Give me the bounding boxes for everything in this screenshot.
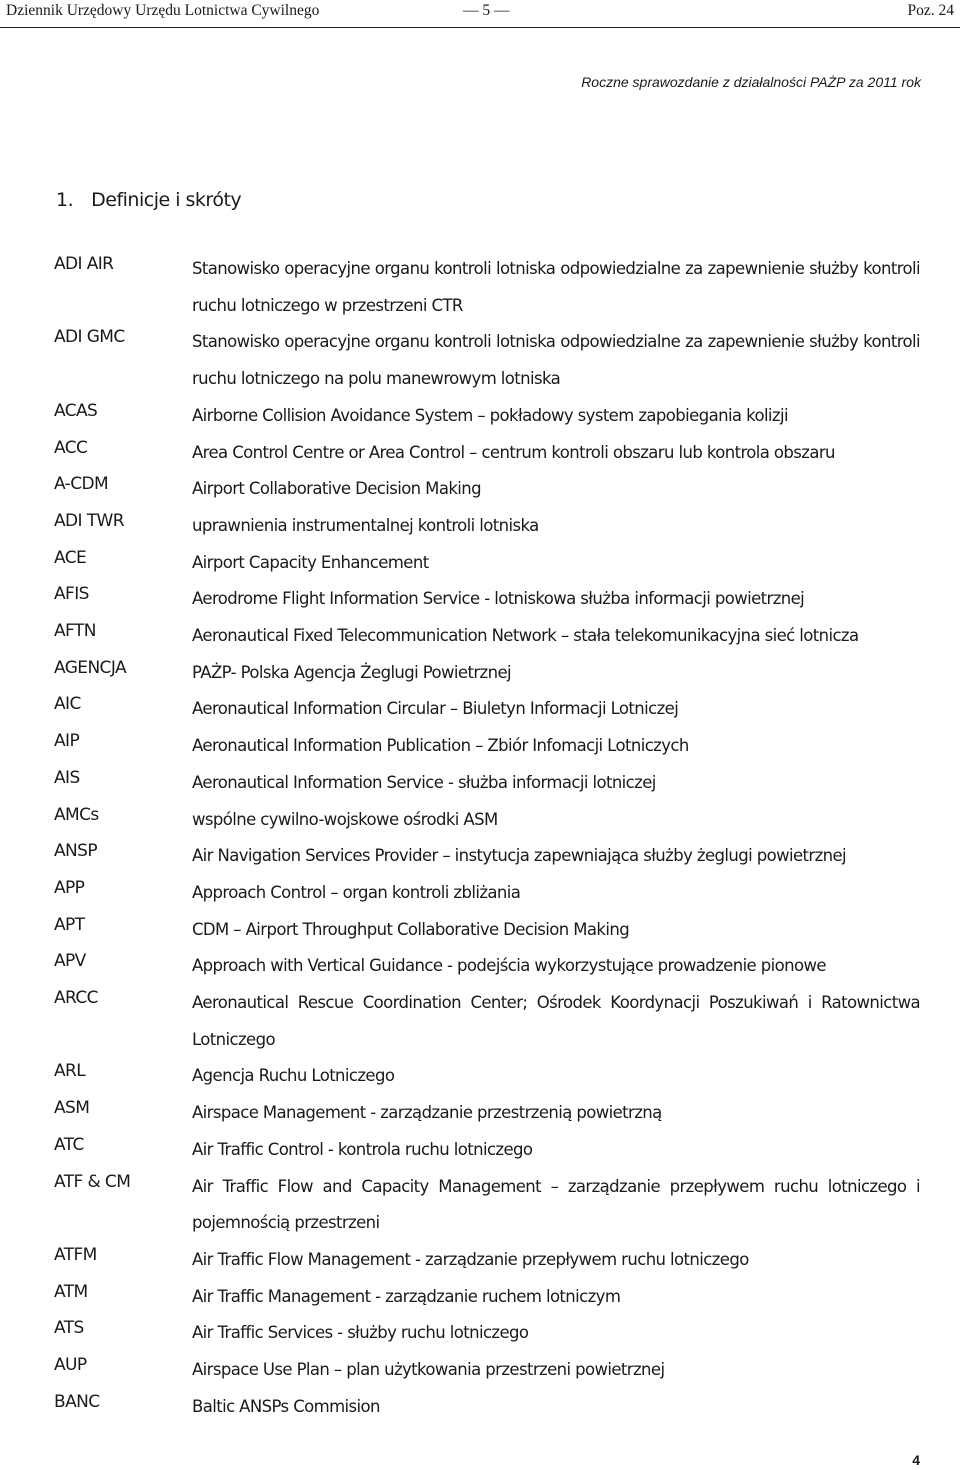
definition-text: Baltic ANSPs Commision: [192, 1396, 380, 1416]
definition-text: Air Traffic Flow and Capacity Management – zarządzanie przepływem ruchu lotniczego i pojemnością przestrzeni: [192, 1176, 920, 1233]
header-divider: [0, 27, 960, 28]
definition-text: Stanowisko operacyjne organu kontroli lotniska odpowiedzialne za zapewnienie służby kontroli ruchu lotniczego w przestrzeni CTR: [192, 259, 920, 315]
abbreviation: ATF & CM: [54, 1171, 131, 1192]
definition-text: Aeronautical Information Service - służba informacji lotniczej: [192, 772, 656, 792]
abbreviation: ATFM: [54, 1244, 97, 1265]
definition-entry: [0, 1095, 960, 1132]
definition-entry: [0, 912, 960, 949]
definition-entry: [0, 1132, 960, 1169]
abbreviation: AIP: [54, 731, 80, 752]
definition-entry: [0, 581, 960, 618]
page-header: [0, 0, 960, 30]
definition-entry: [0, 728, 960, 765]
definition-entry: [0, 545, 960, 582]
definition-entry: [0, 1389, 960, 1426]
abbreviation: ASM: [54, 1098, 90, 1119]
abbreviation: BANC: [54, 1391, 100, 1412]
definition-text: Aeronautical Information Circular – Biuletyn Informacji Lotniczej: [192, 699, 679, 719]
definition-text: CDM – Airport Throughput Collaborative Decision Making: [192, 919, 630, 939]
abbreviation: ANSP: [54, 841, 97, 862]
definition-text: Stanowisko operacyjne organu kontroli lotniska odpowiedzialne za zapewnienie służby kontroli ruchu lotniczego na polu manewrowym lotniska: [192, 332, 920, 389]
abbreviation: A-CDM: [54, 474, 109, 495]
definition-entry: [0, 618, 960, 655]
abbreviation: AIS: [54, 767, 80, 788]
definition-entry: [0, 1058, 960, 1095]
definition-entry: [0, 765, 960, 802]
section-title: Definicje i skróty: [91, 189, 242, 211]
definition-entry: [0, 1315, 960, 1352]
definition-entry: [0, 1242, 960, 1279]
abbreviation: AUP: [54, 1355, 87, 1376]
definition-entry: [0, 875, 960, 912]
definition-text: Aeronautical Information Publication – Zbiór Infomacji Lotniczych: [192, 736, 689, 756]
definition-text: Approach Control – organ kontroli zbliżania: [192, 882, 521, 902]
position-number: Poz. 24: [907, 2, 954, 19]
definition-text: PAŻP- Polska Agencja Żeglugi Powietrznej: [192, 662, 511, 682]
definitions-list: [0, 256, 960, 1431]
definition-entry: [0, 691, 960, 728]
definition-entry: [0, 948, 960, 985]
definition-text: Air Traffic Control - kontrola ruchu lotniczego: [192, 1139, 533, 1159]
definition-text: Air Navigation Services Provider – instytucja zapewniająca służby żeglugi powietrznej: [192, 846, 847, 866]
definition-text: Air Traffic Services - służby ruchu lotniczego: [192, 1323, 529, 1343]
definition-entry: [0, 1279, 960, 1316]
abbreviation: APV: [54, 951, 86, 972]
definition-entry: [0, 508, 960, 545]
definition-entry: [0, 1352, 960, 1389]
abbreviation: ARCC: [54, 988, 98, 1009]
definition-text: Airport Capacity Enhancement: [192, 552, 429, 572]
abbreviation: ACE: [54, 547, 87, 568]
abbreviation: AFIS: [54, 584, 89, 605]
abbreviation: ATS: [54, 1318, 84, 1339]
definition-text: Airborne Collision Avoidance System – pokładowy system zapobiegania kolizji: [192, 405, 788, 425]
definition-entry: [0, 251, 960, 324]
definition-text: Aerodrome Flight Information Service - lotniskowa służba informacji powietrznej: [192, 589, 805, 609]
abbreviation: ADI TWR: [54, 510, 124, 531]
definition-text: Aeronautical Rescue Coordination Center; Ośrodek Koordynacji Poszukiwań i Ratownictwa Lotniczego: [192, 993, 920, 1049]
definition-entry: [0, 398, 960, 435]
page-number: 4: [912, 1452, 920, 1468]
definition-entry: [0, 435, 960, 472]
definition-text: Aeronautical Fixed Telecommunication Network – stała telekomunikacyjna sieć lotnicza: [192, 626, 859, 646]
abbreviation: APT: [54, 914, 85, 935]
definition-entry: [0, 471, 960, 508]
abbreviation: AGENCJA: [54, 657, 126, 678]
definition-text: Air Traffic Management - zarządzanie ruchem lotniczym: [192, 1286, 621, 1306]
abbreviation: AMCs: [54, 804, 99, 825]
definition-entry: [0, 985, 960, 1058]
definition-text: Airspace Management - zarządzanie przestrzenią powietrzną: [192, 1103, 662, 1123]
abbreviation: ADI GMC: [54, 327, 125, 348]
definition-text: Area Control Centre or Area Control – centrum kontroli obszaru lub kontrola obszaru: [192, 442, 835, 462]
abbreviation: ATM: [54, 1281, 88, 1302]
section-number: 1.: [56, 189, 74, 211]
definition-text: wspólne cywilno-wojskowe ośrodki ASM: [192, 809, 498, 829]
definition-text: Agencja Ruchu Lotniczego: [192, 1066, 395, 1086]
report-subtitle: Roczne sprawozdanie z działalności PAŻP za 2011 rok: [581, 74, 921, 90]
abbreviation: APP: [54, 877, 85, 898]
abbreviation: ARL: [54, 1061, 86, 1082]
section-heading: [56, 189, 241, 211]
definition-entry: [0, 655, 960, 692]
abbreviation: ADI AIR: [54, 254, 114, 274]
definition-text: Airspace Use Plan – plan użytkowania przestrzeni powietrznej: [192, 1360, 665, 1380]
definition-entry: [0, 1169, 960, 1242]
abbreviation: AFTN: [54, 621, 96, 642]
journal-title: Dziennik Urzędowy Urzędu Lotnictwa Cywilnego: [6, 2, 320, 19]
definition-text: Airport Collaborative Decision Making: [192, 479, 482, 499]
definition-entry: [0, 802, 960, 839]
page-marker: — 5 —: [463, 2, 510, 19]
abbreviation: ATC: [54, 1134, 84, 1155]
definition-text: Approach with Vertical Guidance - podejścia wykorzystujące prowadzenie pionowe: [192, 956, 826, 976]
abbreviation: ACC: [54, 437, 88, 458]
definition-text: Air Traffic Flow Management - zarządzanie przepływem ruchu lotniczego: [192, 1249, 749, 1269]
definition-text: uprawnienia instrumentalnej kontroli lotniska: [192, 515, 539, 535]
abbreviation: AIC: [54, 694, 81, 715]
definition-entry: [0, 324, 960, 397]
definition-entry: [0, 838, 960, 875]
abbreviation: ACAS: [54, 400, 98, 421]
